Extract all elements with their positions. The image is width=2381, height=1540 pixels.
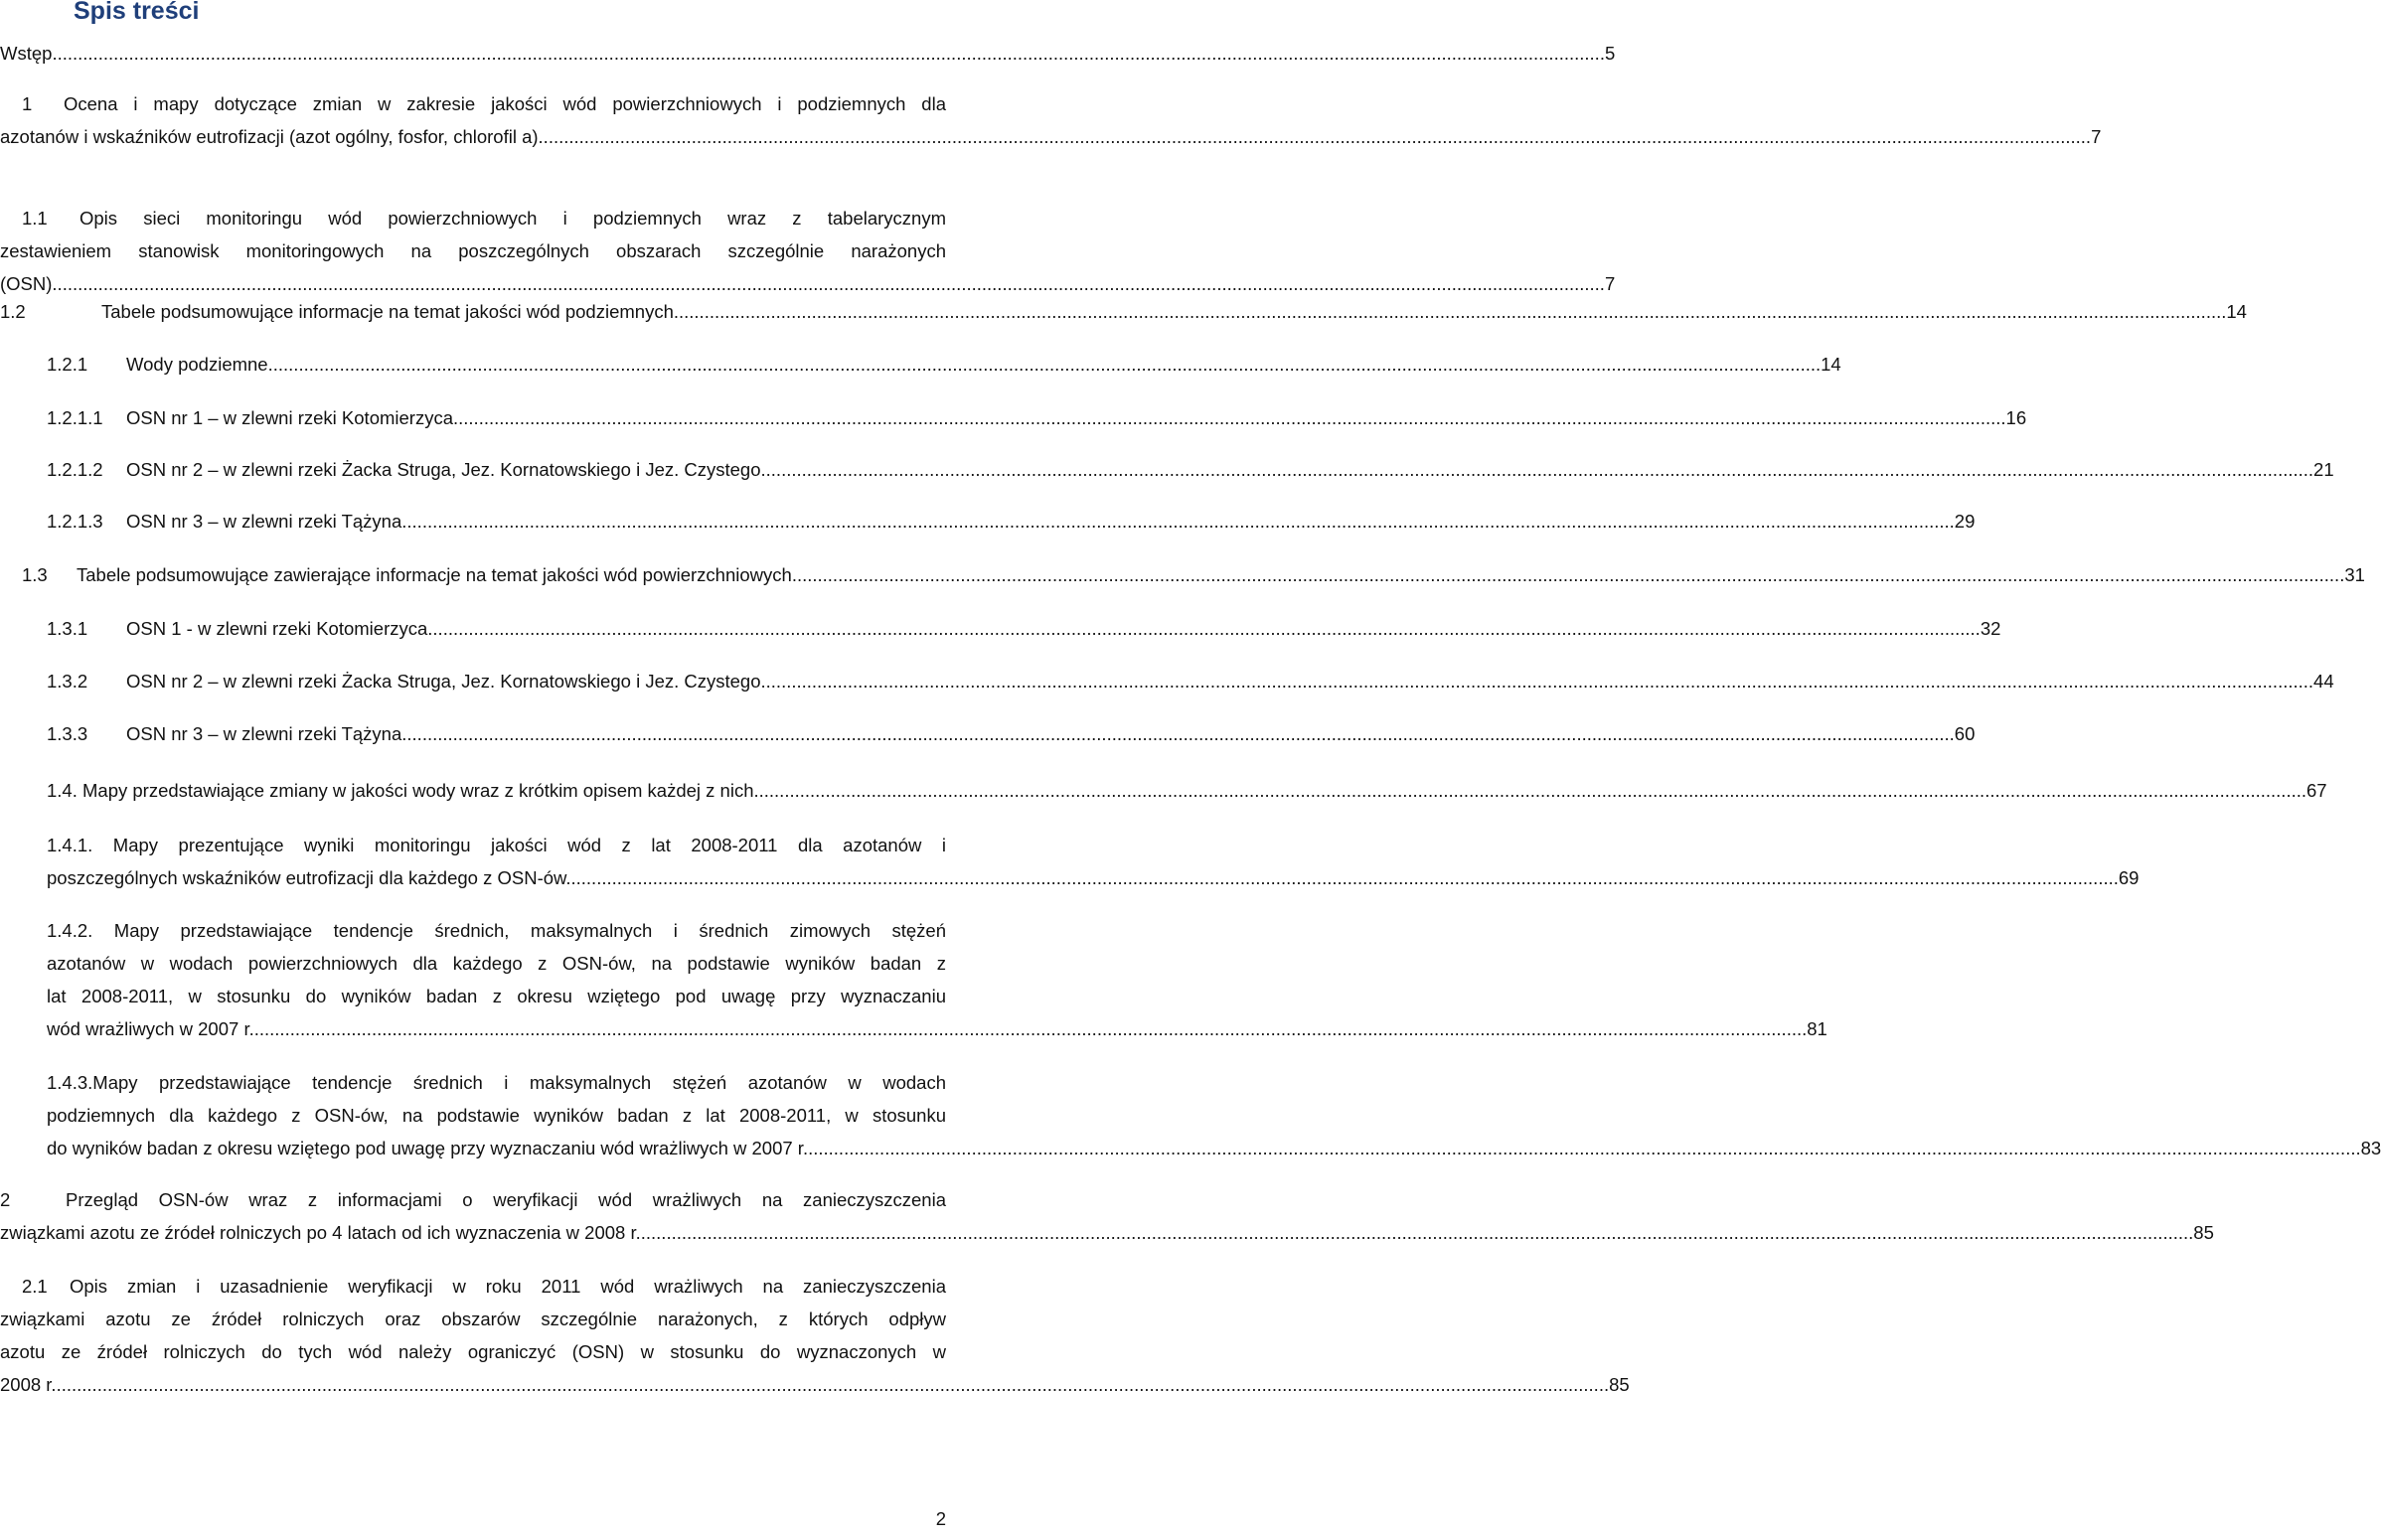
- toc-entry-page: 5: [1604, 43, 1616, 64]
- toc-entry-text: poszczególnych wskaźników eutrofizacji dla każdego z OSN-ów: [47, 867, 566, 888]
- toc-entry-number: 1.1: [22, 208, 48, 229]
- toc-leader-dots: [52, 273, 1605, 294]
- page-title: Spis treści: [74, 0, 200, 25]
- toc-entry-page: 32: [1980, 618, 2001, 639]
- toc-entry-last-line: [47, 1012, 1827, 1045]
- toc-entry-page: 81: [1807, 1018, 1827, 1039]
- toc-entry-number: 2: [0, 1189, 11, 1210]
- toc-entry-last-line: [47, 774, 2327, 807]
- toc-entry-page: 44: [2313, 671, 2334, 692]
- toc-entry-last-line: [0, 1368, 1630, 1401]
- toc-entry[interactable]: [47, 348, 1841, 381]
- toc-entry-page: 85: [1609, 1374, 1630, 1395]
- toc-leader-dots: [401, 511, 1955, 532]
- toc-entry-line: zestawieniem stanowisk monitoringowych na poszczególnych obszarach szczególnie narażonych: [0, 240, 946, 261]
- toc-entry[interactable]: [47, 505, 1976, 538]
- toc-entry-line: [0, 1183, 946, 1216]
- toc-entry[interactable]: [47, 665, 2334, 697]
- toc-entry-last-line: [47, 665, 2334, 697]
- toc-entry-number: 1.3.1: [47, 618, 88, 639]
- toc-entry-number: 1.2.1.2: [47, 459, 103, 480]
- toc-leader-dots: [539, 126, 2092, 147]
- toc-leader-dots: [641, 1222, 2194, 1243]
- toc-entry-text: OSN nr 2 – w zlewni rzeki Żacka Struga, Jez. Kornatowskiego i Jez. Czystego: [126, 459, 761, 480]
- toc-entry[interactable]: [47, 774, 2327, 807]
- toc-entry[interactable]: [47, 612, 2001, 645]
- toc-entry-page: 83: [2360, 1138, 2381, 1158]
- toc-entry-last-line: [0, 295, 2247, 328]
- toc-entry-line: [0, 202, 946, 234]
- toc-entry-page: 7: [1604, 273, 1616, 294]
- toc-entry[interactable]: [47, 1066, 2381, 1164]
- toc-entry-last-line: [47, 348, 1841, 381]
- toc-entry-text: Wody podziemne: [126, 354, 268, 375]
- toc-entry-line: lat 2008-2011, w stosunku do wyników badan z okresu wziętego pod uwagę przy wyznaczaniu: [47, 986, 946, 1006]
- toc-leader-dots: [453, 407, 2006, 428]
- toc-entry-number: 1.2: [0, 301, 26, 322]
- page-number: 2: [935, 1508, 946, 1529]
- toc-entry-last-line: [47, 717, 1976, 750]
- toc-entry-page: 14: [2226, 301, 2247, 322]
- toc-entry-page: 31: [2344, 564, 2365, 585]
- toc-entry[interactable]: [47, 717, 1976, 750]
- toc-leader-dots: [254, 1018, 1808, 1039]
- toc-entry-line: związkami azotu ze źródeł rolniczych oraz obszarów szczególnie narażonych, z których odpływ: [0, 1309, 946, 1329]
- toc-entry-text: OSN nr 3 – w zlewni rzeki Tążyna: [126, 723, 402, 744]
- toc-entry-page: 16: [2005, 407, 2027, 428]
- toc-entry-number: 1.3.2: [47, 671, 88, 692]
- toc-entry-text: OSN nr 3 – w zlewni rzeki Tążyna: [126, 511, 402, 532]
- toc-entry-page: 69: [2118, 867, 2140, 888]
- toc-entry-text: wód wrażliwych w 2007 r.: [47, 1018, 254, 1039]
- toc-entry-number: 1.2.1.3: [47, 511, 103, 532]
- toc-entry-text: związkami azotu ze źródeł rolniczych po 4 latach od ich wyznaczenia w 2008 r.: [0, 1222, 641, 1243]
- toc-entry[interactable]: [47, 914, 1827, 1045]
- toc-entry-page: 7: [2091, 126, 2102, 147]
- toc-entry-page: 21: [2313, 459, 2334, 480]
- toc-entry-last-line: [47, 453, 2334, 486]
- toc-leader-dots: [565, 867, 2119, 888]
- toc-entry-number: 1: [22, 93, 33, 114]
- toc-leader-dots: [761, 671, 2314, 692]
- toc-entry-text: Ocena i mapy dotyczące zmian w zakresie jakości wód powierzchniowych i podziemnych dla: [64, 93, 946, 114]
- toc-leader-dots: [52, 43, 1605, 64]
- toc-entry-text: Przegląd OSN-ów wraz z informacjami o weryfikacji wód wrażliwych na zanieczyszczenia: [66, 1189, 946, 1210]
- toc-entry-last-line: [47, 612, 2001, 645]
- toc-entry-line: azotu ze źródeł rolniczych do tych wód należy ograniczyć (OSN) w stosunku do wyznaczonych w: [0, 1341, 946, 1362]
- toc-entry-line: 1.4.1. Mapy prezentujące wyniki monitoringu jakości wód z lat 2008-2011 dla azotanów i: [47, 835, 946, 855]
- toc-entry[interactable]: [47, 453, 2334, 486]
- toc-entry-text: Tabele podsumowujące informacje na temat jakości wód podziemnych: [101, 301, 674, 322]
- toc-leader-dots: [401, 723, 1955, 744]
- toc-entry-text: Tabele podsumowujące zawierające informacje na temat jakości wód powierzchniowych: [77, 564, 792, 585]
- toc-entry-text: OSN 1 - w zlewni rzeki Kotomierzyca: [126, 618, 428, 639]
- toc-entry-last-line: [0, 37, 1616, 70]
- toc-entry-last-line: [47, 861, 2140, 894]
- toc-entry-number: 1.2.1: [47, 354, 88, 375]
- toc-entry-text: azotanów i wskaźników eutrofizacji (azot ogólny, fosfor, chlorofil a): [0, 126, 539, 147]
- toc-leader-dots: [427, 618, 1981, 639]
- toc-leader-dots: [792, 564, 2345, 585]
- toc-entry-text: OSN nr 1 – w zlewni rzeki Kotomierzyca: [126, 407, 453, 428]
- toc-entry-text: 2008 r.: [0, 1374, 57, 1395]
- toc-entry[interactable]: [22, 558, 2365, 591]
- toc-entry-last-line: [22, 558, 2365, 591]
- toc-entry-text: Opis sieci monitoringu wód powierzchniowych i podziemnych wraz z tabelarycznym: [79, 208, 946, 229]
- toc-entry-page: 29: [1954, 511, 1976, 532]
- toc-entry-line: azotanów w wodach powierzchniowych dla każdego z OSN-ów, na podstawie wyników badan z: [47, 953, 946, 974]
- toc-entry[interactable]: [0, 87, 2102, 153]
- toc-entry-text: (OSN): [0, 273, 53, 294]
- toc-entry-line: 1.4.2. Mapy przedstawiające tendencje średnich, maksymalnych i średnich zimowych stężeń: [47, 920, 946, 941]
- toc-entry[interactable]: [0, 1270, 1630, 1401]
- toc-entry-last-line: [47, 401, 2027, 434]
- toc-entry[interactable]: [0, 1183, 2214, 1249]
- toc-entry-line: podziemnych dla każdego z OSN-ów, na podstawie wyników badan z lat 2008-2011, w stosunku: [47, 1105, 946, 1126]
- toc-entry-text: Opis zmian i uzasadnienie weryfikacji w roku 2011 wód wrażliwych na zanieczyszczenia: [70, 1276, 946, 1297]
- toc-entry[interactable]: [47, 829, 2140, 894]
- toc-leader-dots: [753, 780, 2306, 801]
- toc-leader-dots: [57, 1374, 1610, 1395]
- toc-entry[interactable]: [0, 202, 1616, 300]
- toc-leader-dots: [674, 301, 2227, 322]
- toc-entry-text: OSN nr 2 – w zlewni rzeki Żacka Struga, Jez. Kornatowskiego i Jez. Czystego: [126, 671, 761, 692]
- toc-entry-line: [0, 1270, 946, 1303]
- toc-entry-number: 1.3: [22, 564, 48, 585]
- toc-entry-number: 1.3.3: [47, 723, 88, 744]
- toc-entry-last-line: [47, 1132, 2381, 1164]
- toc-entry-text: do wyników badan z okresu wziętego pod uwagę przy wyznaczaniu wód wrażliwych w 2007 r.: [47, 1138, 809, 1158]
- toc-entry-number: 2.1: [22, 1276, 48, 1297]
- toc-entry-text: 1.4. Mapy przedstawiające zmiany w jakości wody wraz z krótkim opisem każdej z nich: [47, 780, 754, 801]
- toc-leader-dots: [268, 354, 1822, 375]
- toc-entry-page: 60: [1954, 723, 1976, 744]
- toc-entry[interactable]: [0, 295, 2247, 328]
- toc-entry-line: [0, 87, 946, 120]
- toc-entry-page: 85: [2193, 1222, 2214, 1243]
- toc-entry[interactable]: [0, 37, 1616, 70]
- toc-leader-dots: [761, 459, 2314, 480]
- toc-entry-last-line: [47, 505, 1976, 538]
- toc-entry-page: 14: [1821, 354, 1841, 375]
- toc-entry-text: Wstęp: [0, 43, 53, 64]
- toc-entry-last-line: [0, 120, 2102, 153]
- toc-entry-line: 1.4.3.Mapy przedstawiające tendencje średnich i maksymalnych stężeń azotanów w wodach: [47, 1072, 946, 1093]
- toc-entry-number: 1.2.1.1: [47, 407, 103, 428]
- toc-leader-dots: [808, 1138, 2361, 1158]
- toc-entry[interactable]: [47, 401, 2027, 434]
- toc-entry-last-line: [0, 1216, 2214, 1249]
- toc-entry-page: 67: [2306, 780, 2327, 801]
